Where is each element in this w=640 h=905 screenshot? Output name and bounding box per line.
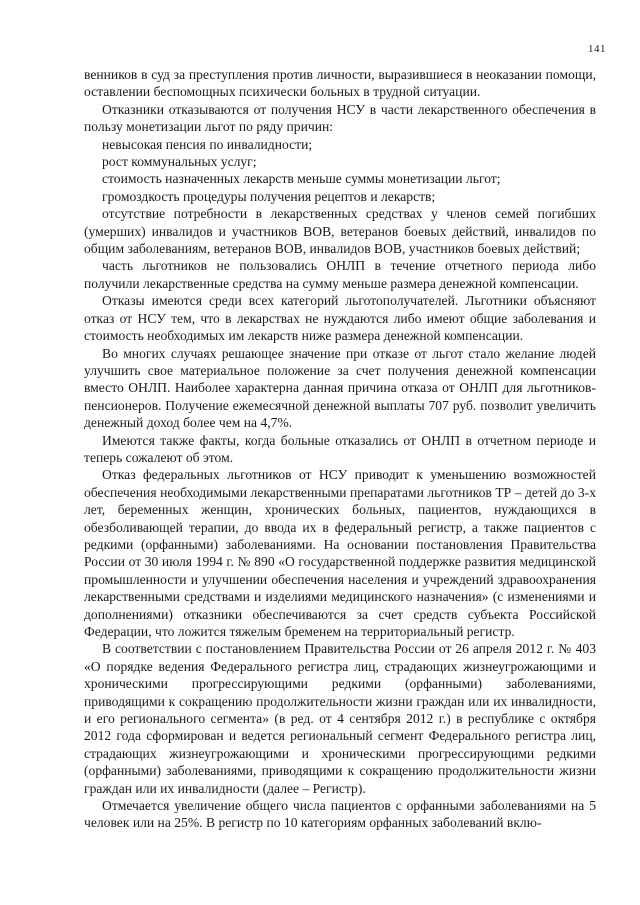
- paragraph-refusals-categories: Отказы имеются среди всех категорий льготополучателей. Льготники объясняют отказ от НСУ тем, что в лекарствах не нуждаются либо имеют общие заболевания и стоимость необходимых им лекарств ниже размера денежной компенсации.: [84, 293, 596, 344]
- list-item: невысокая пенсия по инвалидности;: [102, 136, 313, 152]
- paragraph-refusal-reasons-intro: Отказники отказываются от получения НСУ в части лекарственного обеспечения в пользу монетизации льгот по ряду причин:: [84, 101, 596, 135]
- paragraph-patient-increase: Отмечается увеличение общего числа пациентов с орфанными заболеваниями на 5 человек или на 25%. В регистр по 10 категориям орфанных заболеваний вклю-: [84, 798, 596, 831]
- list-item: рост коммунальных услуг;: [102, 154, 257, 170]
- list-item: отсутствие потребности в лекарственных средствах у членов семей погибших (умерших) инвалидов и участников ВОВ, ветеранов боевых действий, инвалидов по общим заболеваниям, ветеранов ВОВ, инвалидов ВОВ, участников боевых действий;: [84, 206, 596, 257]
- list-item: стоимость назначенных лекарств меньше суммы монетизации льгот;: [102, 171, 501, 187]
- paragraph-federal-refusal-impact: Отказ федеральных льготников от НСУ приводит к уменьшению возможностей обеспечения необходимыми лекарственными препаратами льготников ТР – детей до 3-х лет, беременных женщин, хронических больных, пациентов, нуждающихся в обезболивающей терапии, до ввода их в федеральный регистр, а также пациентов с редкими (орфанными) заболеваниями. На основании постановления Правительства России от 30 июля 1994 г. № 890 «О государственной поддержке развития медицинской промышленности и улучшении обеспечения населения и учреждений здравоохранения лекарственными средствами и изделиями медицинского назначения» (с изменениями и дополнениями) отказники обеспечиваются за счет средств субъекта Российской Федерации, что ложится тяжелым бременем на территориальный регистр.: [84, 467, 596, 639]
- list-item: громоздкость процедуры получения рецептов и лекарств;: [102, 188, 436, 204]
- paragraph-regret-facts: Имеются также факты, когда больные отказались от ОНЛП в отчетном периоде и теперь сожалеют об этом.: [84, 432, 596, 465]
- list-item: часть льготников не пользовались ОНЛП в течение отчетного периода либо получили лекарственные средства на сумму меньше размера денежной компенсации.: [84, 258, 596, 291]
- page-number: 141: [588, 43, 606, 55]
- page-body: [84, 66, 596, 832]
- paragraph-registry-decree: В соответствии с постановлением Правительства России от 26 апреля 2012 г. № 403 «О порядке ведения Федерального регистра лиц, страдающих жизнеугрожающими и хроническими прогрессирующими редкими (орфанными) заболеваниями, приводящими к сокращению продолжительности жизни граждан или их инвалидности, и его регионального сегмента» (в ред. от 4 сентября 2012 г.) в республике с октября 2012 года сформирован и ведется региональный сегмент Федерального регистра лиц, страдающих жизнеугрожающими и хроническими прогрессирующими редкими (орфанными) заболеваниями, приводящими к сокращению продолжительности жизни граждан или их инвалидности (далее – Регистр).: [84, 641, 596, 796]
- paragraph-continuation: венников в суд за преступления против личности, выразившиеся в неоказании помощи, оставлении беспомощных психически больных в трудной ситуации.: [84, 67, 596, 100]
- paragraph-monetary-compensation: Во многих случаях решающее значение при отказе от льгот стало желание людей улучшить свое материальное положение за счет получения денежной компенсации вместо ОНЛП. Наиболее характерна данная причина отказа от ОНЛП для льготников-пенсионеров. Получение ежемесячной денежной выплаты 707 руб. позволит увеличить денежный доход более чем на 4,7%.: [84, 345, 596, 431]
